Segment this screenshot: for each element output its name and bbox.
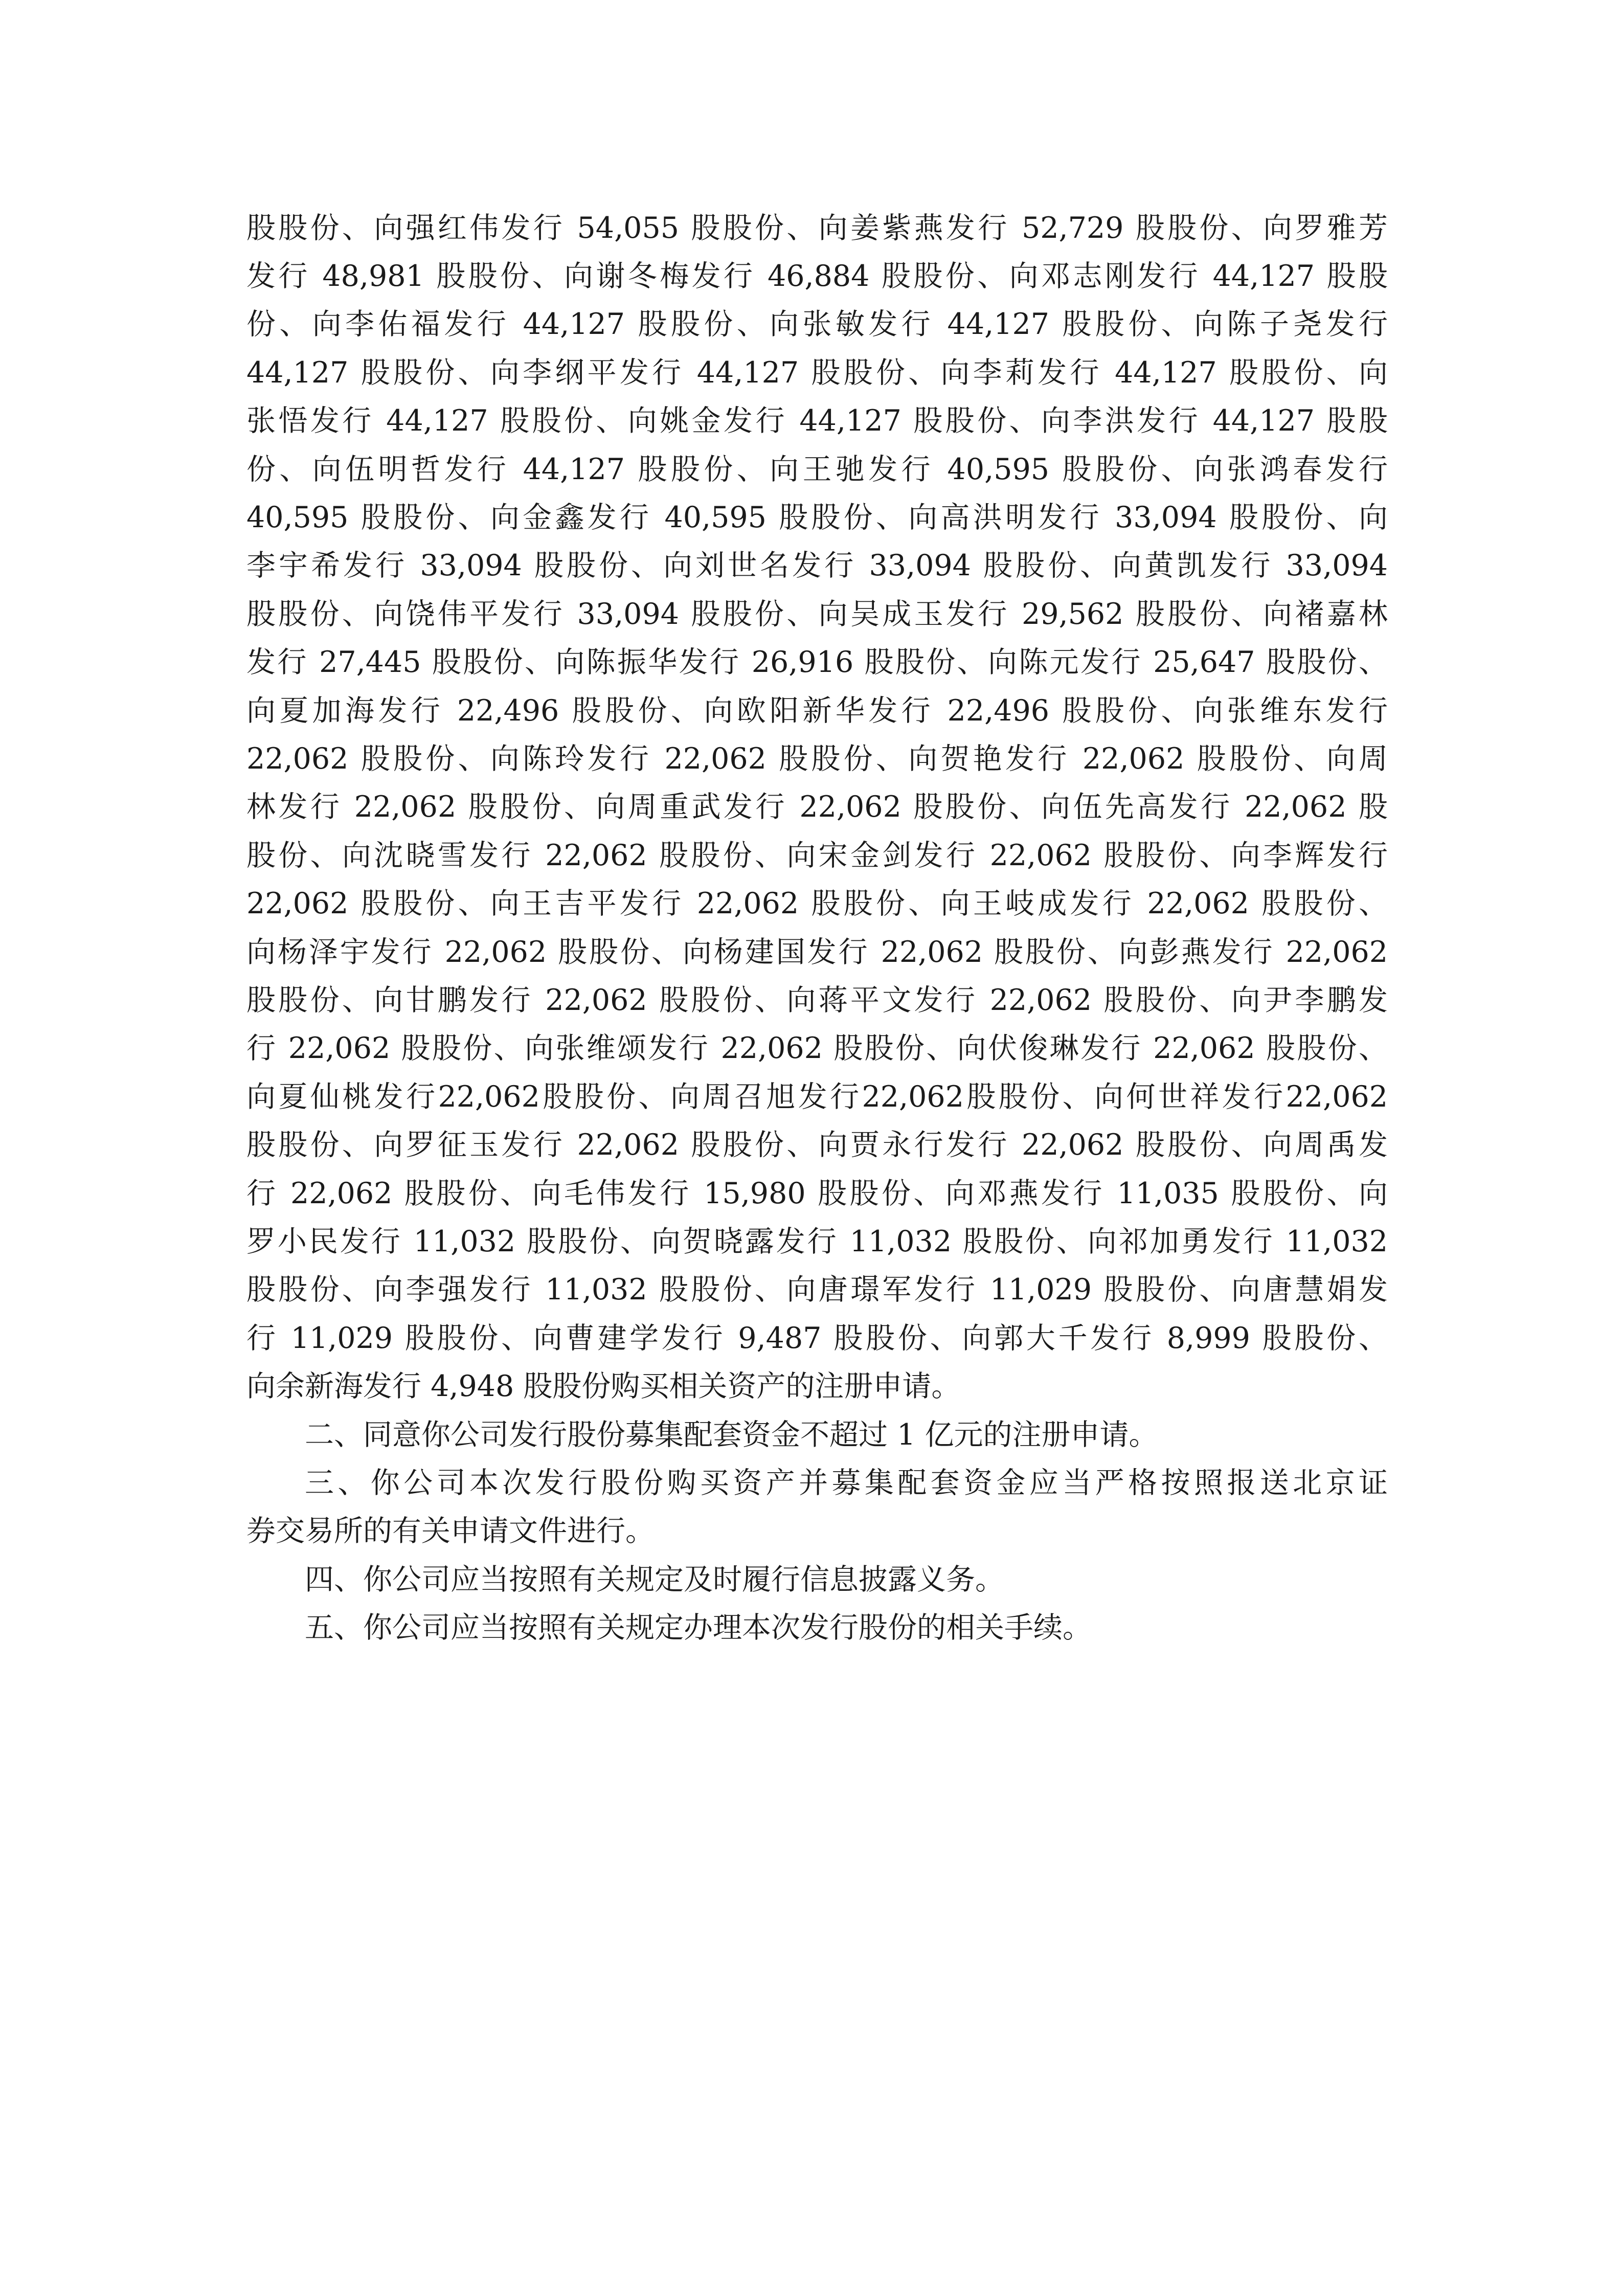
body-line: 向夏仙桃发行22,062股股份、向周召旭发行22,062股股份、向何世祥发行22,062 bbox=[246, 1080, 1388, 1114]
body-line-paragraph-end: 向余新海发行 4,948 股股份购买相关资产的注册申请。 bbox=[246, 1369, 961, 1403]
body-line: 份、向伍明哲发行 44,127 股股份、向王驰发行 40,595 股股份、向张鸿春发行 bbox=[246, 453, 1388, 486]
body-line: 股股份、向强红伟发行 54,055 股股份、向姜紫燕发行 52,729 股股份、向罗雅芳 bbox=[246, 211, 1388, 245]
body-line: 22,062 股股份、向陈玲发行 22,062 股股份、向贺艳发行 22,062 股股份、向周 bbox=[246, 742, 1388, 776]
clause-three-line-2: 券交易所的有关申请文件进行。 bbox=[246, 1514, 655, 1548]
body-line: 份、向李佑福发行 44,127 股股份、向张敏发行 44,127 股股份、向陈子尧发行 bbox=[246, 307, 1388, 341]
body-line: 罗小民发行 11,032 股股份、向贺晓露发行 11,032 股股份、向祁加勇发行 11,032 bbox=[246, 1225, 1388, 1258]
body-line: 行 22,062 股股份、向张维颂发行 22,062 股股份、向伏俊琳发行 22,062 股股份、 bbox=[246, 1031, 1388, 1065]
body-line: 股股份、向罗征玉发行 22,062 股股份、向贾永行发行 22,062 股股份、向周禹发 bbox=[246, 1128, 1388, 1162]
body-line: 行 22,062 股股份、向毛伟发行 15,980 股股份、向邓燕发行 11,035 股股份、向 bbox=[246, 1177, 1388, 1210]
clause-five: 五、你公司应当按照有关规定办理本次发行股份的相关手续。 bbox=[305, 1611, 1092, 1645]
body-line: 李宇希发行 33,094 股股份、向刘世名发行 33,094 股股份、向黄凯发行 33,094 bbox=[246, 549, 1388, 582]
body-line: 向夏加海发行 22,496 股股份、向欧阳新华发行 22,496 股股份、向张维东发行 bbox=[246, 694, 1388, 728]
body-line: 股股份、向甘鹏发行 22,062 股股份、向蒋平文发行 22,062 股股份、向尹李鹏发 bbox=[246, 983, 1388, 1017]
body-line: 发行 27,445 股股份、向陈振华发行 26,916 股股份、向陈元发行 25,647 股股份、 bbox=[246, 645, 1388, 679]
body-line: 40,595 股股份、向金鑫发行 40,595 股股份、向高洪明发行 33,094 股股份、向 bbox=[246, 501, 1388, 534]
clause-two: 二、同意你公司发行股份募集配套资金不超过 1 亿元的注册申请。 bbox=[305, 1418, 1158, 1452]
body-line: 张悟发行 44,127 股股份、向姚金发行 44,127 股股份、向李洪发行 44,127 股股 bbox=[246, 404, 1388, 438]
clause-three-line-1: 三、你公司本次发行股份购买资产并募集配套资金应当严格按照报送北京证 bbox=[305, 1466, 1388, 1500]
body-line: 发行 48,981 股股份、向谢冬梅发行 46,884 股股份、向邓志刚发行 44,127 股股 bbox=[246, 259, 1388, 293]
body-line: 林发行 22,062 股股份、向周重武发行 22,062 股股份、向伍先高发行 22,062 股 bbox=[246, 790, 1388, 824]
body-line: 股股份、向饶伟平发行 33,094 股股份、向吴成玉发行 29,562 股股份、向褚嘉林 bbox=[246, 597, 1388, 631]
body-line: 44,127 股股份、向李纲平发行 44,127 股股份、向李莉发行 44,127 股股份、向 bbox=[246, 356, 1388, 390]
body-line: 股股份、向李强发行 11,032 股股份、向唐璟军发行 11,029 股股份、向唐慧娟发 bbox=[246, 1273, 1388, 1307]
body-line: 向杨泽宇发行 22,062 股股份、向杨建国发行 22,062 股股份、向彭燕发行 22,062 bbox=[246, 935, 1388, 969]
body-line: 股份、向沈晓雪发行 22,062 股股份、向宋金剑发行 22,062 股股份、向李辉发行 bbox=[246, 839, 1388, 872]
clause-four: 四、你公司应当按照有关规定及时履行信息披露义务。 bbox=[305, 1563, 1004, 1596]
body-line: 行 11,029 股股份、向曹建学发行 9,487 股股份、向郭大千发行 8,999 股股份、 bbox=[246, 1321, 1388, 1355]
body-line: 22,062 股股份、向王吉平发行 22,062 股股份、向王岐成发行 22,062 股股份、 bbox=[246, 887, 1388, 920]
